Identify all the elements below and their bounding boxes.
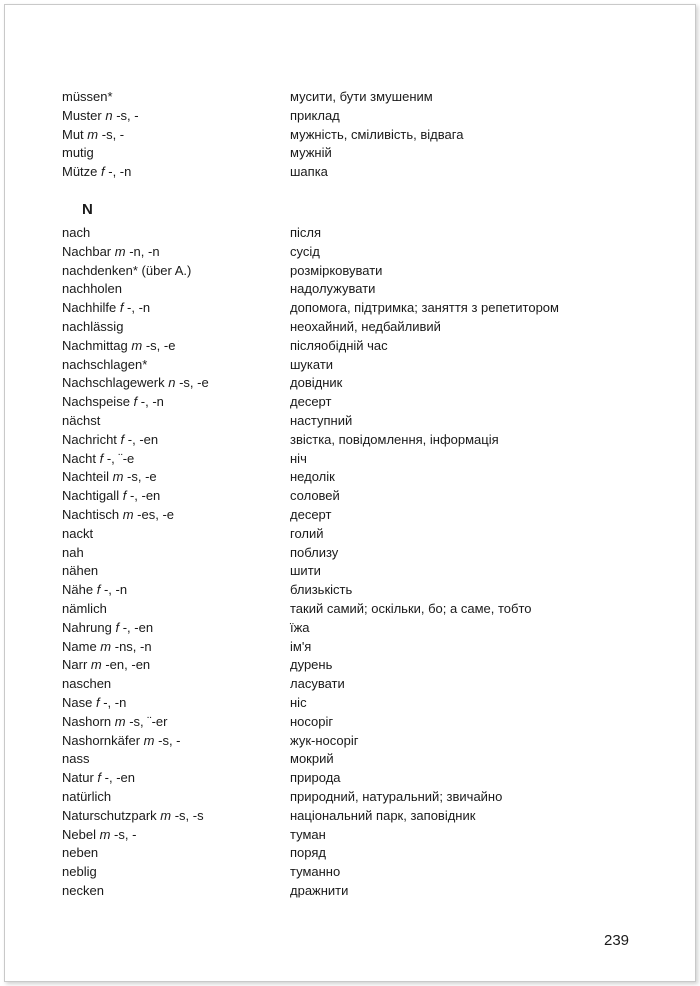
plural-forms: -es, -e — [133, 506, 175, 522]
german-word — [62, 863, 290, 882]
ukrainian-translation: приклад — [290, 107, 340, 123]
dictionary-entry — [62, 506, 622, 525]
german-word — [62, 750, 290, 769]
dictionary-entry — [62, 656, 622, 675]
dictionary-entry — [62, 619, 622, 638]
dictionary-entry — [62, 844, 622, 863]
gender-marker: m — [131, 337, 143, 353]
ukrainian-translation: такий самий; оскільки, бо; а саме, тобто — [290, 600, 532, 616]
dictionary-entry — [62, 374, 622, 393]
headword: müssen* — [62, 89, 113, 104]
gender-marker: f — [97, 770, 102, 786]
plural-forms: -s, -e — [175, 375, 209, 391]
headword: Nähe — [62, 582, 97, 598]
german-word — [62, 318, 290, 337]
german-word — [62, 224, 290, 243]
dictionary-entry — [62, 544, 622, 563]
gender-marker: m — [99, 826, 111, 842]
ukrainian-translation: ім'я — [290, 638, 312, 654]
section-n-entries — [62, 224, 622, 901]
dictionary-entry — [62, 675, 622, 694]
plural-forms: -s, ¨-er — [125, 713, 168, 729]
ukrainian-translation: жук-носоріг — [290, 732, 359, 748]
dictionary-entry — [62, 88, 622, 107]
dictionary-entry — [62, 356, 622, 375]
dictionary-entry — [62, 318, 622, 337]
gender-marker: m — [160, 807, 172, 823]
dictionary-entry — [62, 732, 622, 751]
headword: Nase — [62, 694, 96, 710]
headword: neben — [62, 845, 99, 861]
ukrainian-translation: допомога, підтримка; заняття з репетитором — [290, 300, 559, 316]
dictionary-entry — [62, 468, 622, 487]
headword: nachholen — [62, 281, 122, 297]
ukrainian-translation: неохайний, недбайливий — [290, 318, 441, 334]
plural-forms: -, -n — [99, 694, 127, 710]
german-word — [62, 882, 290, 901]
gender-marker: f — [133, 394, 138, 410]
gender-marker: f — [101, 164, 105, 180]
ukrainian-translation: носоріг — [290, 713, 334, 729]
headword: Muster — [62, 107, 106, 123]
gender-marker: n — [105, 107, 113, 123]
ukrainian-translation: мужність, сміливість, відвага — [290, 126, 464, 142]
ukrainian-translation: близькість — [290, 582, 353, 598]
ukrainian-translation: недолік — [290, 469, 335, 485]
german-word — [62, 826, 290, 845]
dictionary-entry — [62, 224, 622, 243]
gender-marker: f — [122, 488, 127, 504]
ukrainian-translation: ніс — [290, 694, 307, 710]
gender-marker: m — [90, 657, 102, 673]
dictionary-entry — [62, 863, 622, 882]
headword: Nachricht — [62, 431, 121, 447]
plural-forms: -, -n — [123, 300, 151, 316]
ukrainian-translation: звістка, повідомлення, інформація — [290, 431, 499, 447]
german-word — [62, 280, 290, 299]
gender-marker: f — [99, 450, 104, 466]
ukrainian-translation: поряд — [290, 845, 326, 861]
headword: Nachmittag — [62, 337, 132, 353]
plural-forms: -, -n — [104, 164, 132, 180]
plural-forms: -, -en — [126, 488, 161, 504]
headword: Mütze — [62, 164, 102, 180]
ukrainian-translation: десерт — [290, 394, 332, 410]
german-word — [62, 107, 290, 126]
german-word — [62, 638, 290, 657]
gender-marker: f — [120, 431, 125, 447]
ukrainian-translation: ніч — [290, 450, 307, 466]
dictionary-entry — [62, 126, 622, 145]
headword: nah — [62, 544, 84, 560]
ukrainian-translation: довідник — [290, 375, 343, 391]
ukrainian-translation: ласувати — [290, 676, 345, 692]
dictionary-entry — [62, 638, 622, 657]
headword: nähen — [62, 563, 99, 579]
dictionary-entry — [62, 412, 622, 431]
ukrainian-translation: розмірковувати — [290, 262, 383, 278]
plural-forms: -, -en — [101, 770, 135, 786]
section-m-entries — [62, 88, 622, 182]
ukrainian-translation: дурень — [290, 657, 333, 673]
german-word — [62, 262, 290, 281]
headword: Nebel — [62, 826, 100, 842]
plural-forms: -ns, -n — [111, 638, 152, 654]
ukrainian-translation: природний, натуральний; звичайно — [290, 788, 503, 804]
plural-forms: -, -en — [124, 431, 159, 447]
ukrainian-translation: після — [290, 225, 322, 240]
plural-forms: -s, -e — [123, 469, 157, 485]
headword: neblig — [62, 864, 97, 880]
gender-marker: m — [87, 126, 99, 142]
plural-forms: -s, - — [110, 826, 137, 842]
ukrainian-translation: надолужувати — [290, 281, 376, 297]
ukrainian-translation: шити — [290, 563, 321, 579]
german-word — [62, 144, 290, 163]
headword: nachschlagen* — [62, 356, 148, 372]
german-word — [62, 713, 290, 732]
german-word — [62, 337, 290, 356]
headword: Nachschlagewerk — [62, 375, 169, 391]
german-word — [62, 619, 290, 638]
dictionary-entry — [62, 600, 622, 619]
letter-heading: N — [82, 201, 93, 218]
german-word — [62, 732, 290, 751]
headword: Narr — [62, 657, 91, 673]
ukrainian-translation: голий — [290, 525, 324, 541]
german-word — [62, 450, 290, 469]
german-word — [62, 769, 290, 788]
ukrainian-translation: їжа — [290, 619, 310, 635]
gender-marker: m — [114, 243, 126, 259]
german-word — [62, 299, 290, 318]
german-word — [62, 600, 290, 619]
headword: Naturschutzpark — [62, 807, 161, 823]
german-word — [62, 126, 290, 145]
plural-forms: -s, - — [154, 732, 181, 748]
ukrainian-translation: шапка — [290, 164, 328, 180]
german-word — [62, 788, 290, 807]
headword: Nachtisch — [62, 506, 123, 522]
german-word — [62, 243, 290, 262]
headword: Name — [62, 638, 101, 654]
headword: nächst — [62, 412, 101, 428]
ukrainian-translation: наступний — [290, 412, 353, 428]
gender-marker: m — [122, 506, 134, 522]
german-word — [62, 694, 290, 713]
headword: necken — [62, 882, 104, 898]
german-word — [62, 844, 290, 863]
headword: Nashornkäfer — [62, 732, 144, 748]
dictionary-entry — [62, 107, 622, 126]
plural-forms: -, -n — [100, 582, 128, 598]
headword: nachlässig — [62, 318, 124, 334]
gender-marker: f — [119, 300, 124, 316]
headword: Nacht — [62, 450, 100, 466]
dictionary-entry — [62, 144, 622, 163]
gender-marker: f — [96, 582, 101, 598]
ukrainian-translation: мокрий — [290, 751, 334, 767]
plural-forms: -s, -s — [171, 807, 204, 823]
headword: nach — [62, 225, 91, 240]
plural-forms: -n, -n — [125, 243, 160, 259]
dictionary-entry — [62, 487, 622, 506]
german-word — [62, 506, 290, 525]
headword: Natur — [62, 770, 98, 786]
dictionary-entry — [62, 769, 622, 788]
german-word — [62, 807, 290, 826]
german-word — [62, 393, 290, 412]
ukrainian-translation: мужній — [290, 145, 332, 161]
ukrainian-translation: шукати — [290, 356, 334, 372]
dictionary-entry — [62, 337, 622, 356]
headword: nass — [62, 751, 90, 767]
german-word — [62, 88, 290, 107]
dictionary-entry — [62, 262, 622, 281]
headword: Nahrung — [62, 619, 116, 635]
dictionary-entry — [62, 826, 622, 845]
gender-marker: m — [100, 638, 112, 654]
gender-marker: m — [114, 713, 126, 729]
german-word — [62, 163, 290, 182]
headword: nachdenken* (über A.) — [62, 262, 192, 278]
plural-forms: -s, - — [112, 107, 139, 123]
headword: Nachspeise — [62, 394, 134, 410]
dictionary-entry — [62, 299, 622, 318]
dictionary-entry — [62, 562, 622, 581]
german-word — [62, 487, 290, 506]
gender-marker: m — [112, 469, 124, 485]
gender-marker: m — [143, 732, 155, 748]
plural-forms: -, ¨-e — [103, 450, 135, 466]
german-word — [62, 374, 290, 393]
dictionary-entry — [62, 750, 622, 769]
plural-forms: -en, -en — [101, 657, 151, 673]
gender-marker: f — [115, 619, 120, 635]
ukrainian-translation: природа — [290, 770, 341, 786]
ukrainian-translation: післяобідній час — [290, 337, 388, 353]
dictionary-entry — [62, 694, 622, 713]
dictionary-entry — [62, 450, 622, 469]
ukrainian-translation: сусід — [290, 243, 320, 259]
plural-forms: -, -n — [137, 394, 164, 410]
plural-forms: -, -en — [119, 619, 154, 635]
german-word — [62, 656, 290, 675]
headword: naschen — [62, 676, 112, 692]
headword: Nachteil — [62, 469, 113, 485]
ukrainian-translation: туманно — [290, 864, 341, 880]
ukrainian-translation: десерт — [290, 506, 332, 522]
headword: Nachhilfe — [62, 300, 120, 316]
headword: natürlich — [62, 788, 112, 804]
headword: Mut — [62, 126, 88, 142]
ukrainian-translation: національний парк, заповідник — [290, 807, 476, 823]
dictionary-entry — [62, 525, 622, 544]
headword: nämlich — [62, 600, 107, 616]
german-word — [62, 356, 290, 375]
dictionary-entry — [62, 393, 622, 412]
german-word — [62, 525, 290, 544]
ukrainian-translation: мусити, бути змушеним — [290, 89, 433, 104]
dictionary-entry — [62, 713, 622, 732]
headword: Nachtigall — [62, 488, 123, 504]
dictionary-entry — [62, 807, 622, 826]
dictionary-entry — [62, 788, 622, 807]
headword: Nachbar — [62, 243, 115, 259]
dictionary-entry — [62, 163, 622, 182]
plural-forms: -s, -e — [142, 337, 176, 353]
german-word — [62, 431, 290, 450]
headword: nackt — [62, 525, 94, 541]
gender-marker: f — [95, 694, 100, 710]
ukrainian-translation: дражнити — [290, 882, 349, 898]
ukrainian-translation: соловей — [290, 488, 340, 504]
german-word — [62, 562, 290, 581]
headword: mutig — [62, 145, 94, 161]
german-word — [62, 544, 290, 563]
dictionary-entry — [62, 280, 622, 299]
plural-forms: -s, - — [98, 126, 125, 142]
page-number: 239 — [604, 932, 630, 949]
headword: Nashorn — [62, 713, 115, 729]
german-word — [62, 412, 290, 431]
ukrainian-translation: поблизу — [290, 544, 339, 560]
gender-marker: n — [168, 375, 176, 391]
german-word — [62, 468, 290, 487]
dictionary-entry — [62, 431, 622, 450]
ukrainian-translation: туман — [290, 826, 326, 842]
german-word — [62, 675, 290, 694]
dictionary-entry — [62, 882, 622, 901]
german-word — [62, 581, 290, 600]
dictionary-entry — [62, 243, 622, 262]
dictionary-entry — [62, 581, 622, 600]
